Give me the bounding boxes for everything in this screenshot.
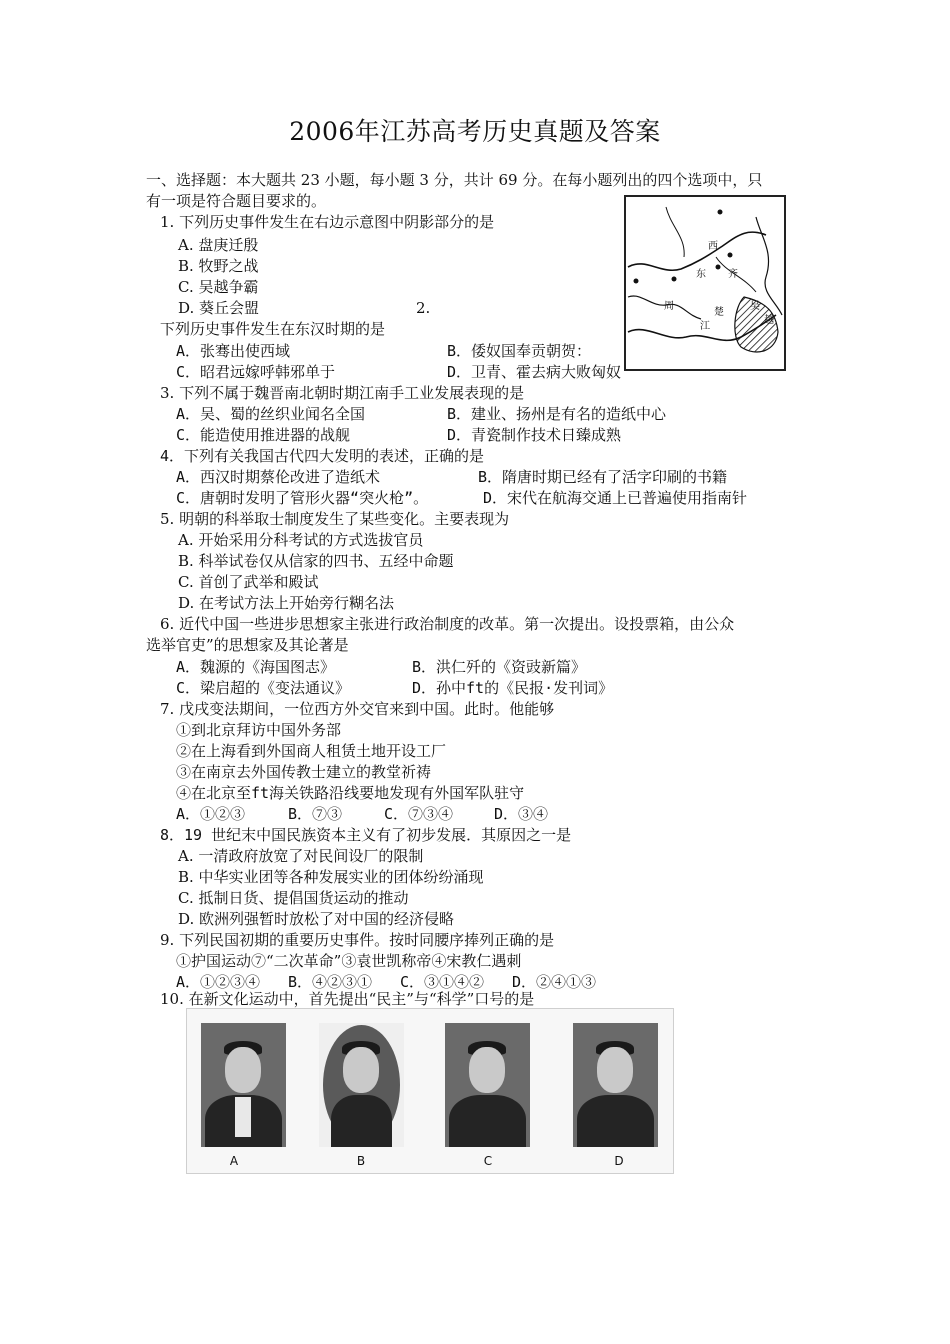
q4-option-c: C．唐朝时发明了管形火器“突火枪”。 (176, 489, 429, 507)
q10-photo-options (186, 1008, 674, 1174)
portrait-b-face (343, 1047, 379, 1093)
q7-item-1: ①到北京拜访中国外务部 (176, 721, 342, 739)
q1-stem: 1. 下列历史事件发生在右边示意图中阴影部分的是 (160, 213, 495, 231)
q3-stem: 3. 下列不属于魏晋南北朝时期江南手工业发展表现的是 (160, 384, 525, 402)
q3-option-c: C．能造使用推进器的战舰 (176, 426, 351, 444)
q8-option-c: C. 抵制日货、提倡国货运动的推动 (178, 889, 409, 907)
page-title: 2006年江苏高考历史真题及答案 (289, 117, 661, 146)
portrait-a-face (225, 1047, 261, 1093)
map-label-wu: 吴 (750, 301, 760, 312)
q9-option-b: B．④②③① (288, 973, 373, 991)
q10-stem: 10. 在新文化运动中，首先提出“民主”与“科学”口号的是 (160, 990, 535, 1008)
q8-option-b: B. 中华实业团等各种发展实业的团体纷纷涌现 (178, 868, 484, 886)
q6-stem-line-2: 选举官吏”的思想家及其论著是 (146, 636, 349, 654)
q6-option-c: C．梁启超的《变法通议》 (176, 679, 351, 697)
q3-option-d: D．青瓷制作技术日臻成熟 (447, 426, 622, 444)
portrait-label-d: D (614, 1154, 624, 1168)
portrait-c (445, 1023, 530, 1147)
q3-option-b: B．建业、扬州是有名的造纸中心 (447, 405, 667, 423)
portrait-d-body (577, 1095, 654, 1147)
q9-items: ①护国运动⑦“二次革命”③袁世凯称帝④宋教仁遇刺 (176, 952, 522, 970)
q2-option-b: B．倭奴国奉贡朝贺： (447, 342, 592, 360)
q5-option-b: B. 科举试卷仅从信家的四书、五经中命题 (178, 552, 454, 570)
intro-line-2: 有一项是符合题目要求的。 (146, 192, 327, 210)
portrait-d-face (597, 1047, 633, 1093)
map-label-yue: 越 (764, 315, 774, 326)
q4-option-b: B．隋唐时期已经有了活字印刷的书籍 (478, 468, 728, 486)
portrait-d (573, 1023, 658, 1147)
q9-option-c: C．③①④② (400, 973, 485, 991)
map-label-zhou: 周 (664, 301, 674, 312)
portrait-a-shirt (235, 1097, 251, 1137)
portrait-b-body (331, 1095, 392, 1147)
portrait-label-c: C (483, 1154, 493, 1168)
q6-option-d: D．孙中ft的《民报·发刊词》 (412, 679, 614, 697)
q2-option-d: D．卫青、霍去病大败匈奴 (447, 363, 622, 381)
q2-number: 2. (416, 299, 431, 317)
q4-option-a: A．西汉时期蔡伦改进了造纸术 (176, 468, 381, 486)
q8-stem: 8．19 世纪末中国民族资本主义有了初步发展．其原因之一是 (160, 826, 572, 844)
q4-option-d: D．宋代在航海交通上已普遍使用指南针 (483, 489, 748, 507)
q7-option-c: C．⑦③④ (384, 805, 454, 823)
q7-item-2: ②在上海看到外国商人租赁土地开设工厂 (176, 742, 447, 760)
q1-option-b: B. 牧野之战 (178, 257, 259, 275)
intro-line-1: 一、选择题：本大题共 23 小题，每小题 3 分，共计 69 分。在每小题列出的四个选项中，只 (146, 171, 763, 189)
q4-stem: 4．下列有关我国古代四大发明的表述，正确的是 (160, 447, 485, 465)
q1-option-c: C. 吴越争霸 (178, 278, 259, 296)
q9-stem: 9. 下列民国初期的重要历史事件。按时同腰序捧列正确的是 (160, 931, 555, 949)
q8-option-a: A. 一清政府放宽了对民间设厂的限制 (178, 847, 424, 865)
map-label-jiang: 江 (700, 321, 710, 332)
q5-stem: 5. 明朝的科举取士制度发生了某些变化。主要表现为 (160, 510, 510, 528)
q5-option-d: D. 在考试方法上开始旁行糊名法 (178, 594, 395, 612)
q7-stem: 7. 戊戌变法期间，一位西方外交官来到中国。此时。他能够 (160, 700, 555, 718)
q1-option-d: D. 葵丘会盟 (178, 299, 260, 317)
map-label-chu: 楚 (714, 307, 724, 318)
portrait-a (201, 1023, 286, 1147)
q3-option-a: A．吴、蜀的丝织业闻名全国 (176, 405, 366, 423)
map-label-xi: 西 (708, 241, 718, 252)
q5-option-c: C. 首创了武举和殿试 (178, 573, 319, 591)
portrait-label-b: B (356, 1154, 366, 1168)
map-label-dong: 东 (696, 269, 706, 280)
portrait-label-a: A (229, 1154, 239, 1168)
q6-option-b: B．洪仁歼的《资豉新篇》 (412, 658, 587, 676)
q7-option-b: B．⑦③ (288, 805, 343, 823)
q2-stem: 下列历史事件发生在东汉时期的是 (160, 320, 386, 338)
q5-option-a: A. 开始采用分科考试的方式选拔官员 (178, 531, 424, 549)
map-figure (624, 195, 786, 371)
map-label-qi: 齐 (728, 269, 738, 280)
q7-item-4: ④在北京至ft海关铁路沿线要地发现有外国军队驻守 (176, 784, 525, 802)
q7-option-a: A．①②③ (176, 805, 246, 823)
q7-item-3: ③在南京去外国传教士建立的教堂祈祷 (176, 763, 432, 781)
portrait-b (319, 1023, 404, 1147)
q9-option-a: A．①②③④ (176, 973, 261, 991)
q1-option-a: A. 盘庚迁殷 (178, 236, 259, 254)
map-drawing (626, 197, 784, 369)
q6-stem-line-1: 6. 近代中国一些进步思想家主张进行政治制度的改革。第一次提出。设投票箱，由公众 (160, 615, 735, 633)
q2-option-a: A．张骞出使西域 (176, 342, 291, 360)
q2-option-c: C．昭君远嫁呼韩邪单于 (176, 363, 336, 381)
q6-option-a: A．魏源的《海国图志》 (176, 658, 336, 676)
portrait-c-body (449, 1095, 526, 1147)
q7-option-d: D．③④ (494, 805, 549, 823)
q8-option-d: D. 欧洲列强暂时放松了对中国的经济侵略 (178, 910, 455, 928)
q9-option-d: D．②④①③ (512, 973, 597, 991)
portrait-c-face (469, 1047, 505, 1093)
